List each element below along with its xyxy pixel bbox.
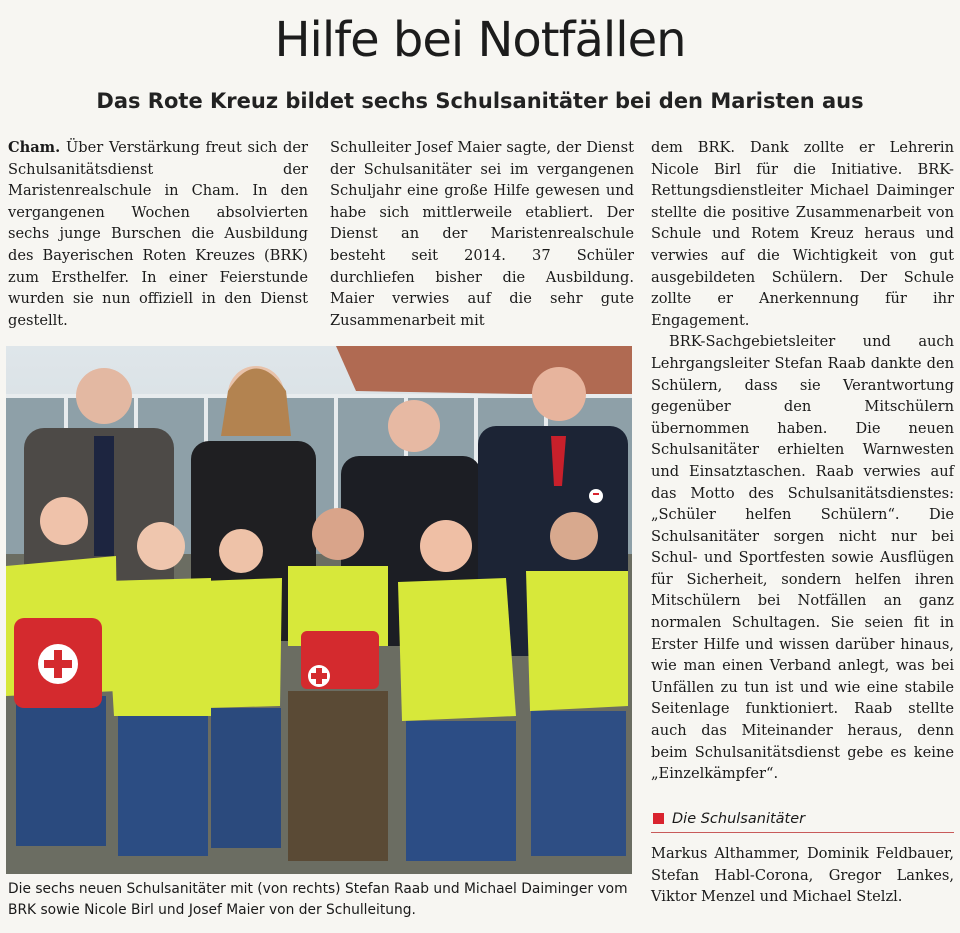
photo-caption: Die sechs neuen Schulsanitäter mit (von rechts) Stefan Raab und Michael Daiminger vom BRK sowie Nicole Birl und Josef Maier von der Schulleitung. <box>8 881 628 918</box>
info-box-divider <box>651 832 954 833</box>
group-photo <box>6 346 632 874</box>
info-box-title-text: Die Schulsanitäter <box>672 811 806 827</box>
dateline: Cham. <box>8 139 61 156</box>
article-column-1 <box>8 137 308 331</box>
col2-text: Schulleiter Josef Maier sagte, der Dienst der Schulsanitäter sei im vergangenen Schuljahr eine große Hilfe gewesen und habe sich mittlerweile etabliert. Der Dienst an der Maristenrealschule besteht seit 2014. 37 Schüler durchliefen bisher die Ausbildung. Maier verwies auf die sehr gute Zusammenarbeit mit <box>330 139 634 329</box>
col1-text: Über Verstärkung freut sich der Schulsanitätsdienst der Maristenrealschule in Cham. In den vergangenen Wochen absolvierten sechs junge Burschen die Ausbildung des Bayerischen Roten Kreuzes (BRK) zum Ersthelfer. In einer Feierstunde wurden sie nun offiziell in den Dienst gestellt. <box>8 139 308 329</box>
article-subheadline: Das Rote Kreuz bildet sechs Schulsanitäter bei den Maristen aus <box>96 89 864 113</box>
group-photo-illustration <box>6 346 632 874</box>
article-column-2 <box>330 137 634 331</box>
article-column-3 <box>651 137 954 785</box>
info-box-title <box>651 808 954 830</box>
red-square-icon <box>653 813 664 824</box>
col3-paragraph-1: dem BRK. Dank zollte er Lehrerin Nicole Birl für die Initiative. BRK-Rettungsdienstleiter Michael Daiminger stellte die positive Zusammenarbeit von Schule und Rotem Kreuz heraus und verwies auf die Wichtigkeit von gut ausgebildeten Schülern. Der Schule zollte er Anerkennung für ihr Engagement. <box>651 139 954 329</box>
info-box-names: Markus Althammer, Dominik Feldbauer, Stefan Habl-Corona, Gregor Lankes, Viktor Menzel und Michael Stelzl. <box>651 845 954 906</box>
col3-paragraph-2: BRK-Sachgebietsleiter und auch Lehrgangsleiter Stefan Raab dankte den Schülern, dass sie Verantwortung gegenüber den Mitschülern übernommen haben. Die neuen Schulsanitäter erhielten Warnwesten und Einsatztaschen. Raab verwies auf das Motto des Schulsanitätsdienstes: „Schüler helfen Schülern“. Die Schulsanitäter sorgen nicht nur bei Schul- und Sportfesten sowie Ausflügen für Sicherheit, sondern helfen ihren Mitschülern bei Notfällen an ganz normalen Schultagen. Sie seien fit in Erster Hilfe und wissen darüber hinaus, wie man einen Verband anlegt, was bei Unfällen zu tun ist und wie eine stabile Seitenlage funktioniert. Raab stellte auch das Miteinander heraus, denn beim Schulsanitätsdienst gebe es keine „Einzelkämpfer“. <box>651 333 954 783</box>
article-headline: Hilfe bei Notfällen <box>274 12 686 68</box>
